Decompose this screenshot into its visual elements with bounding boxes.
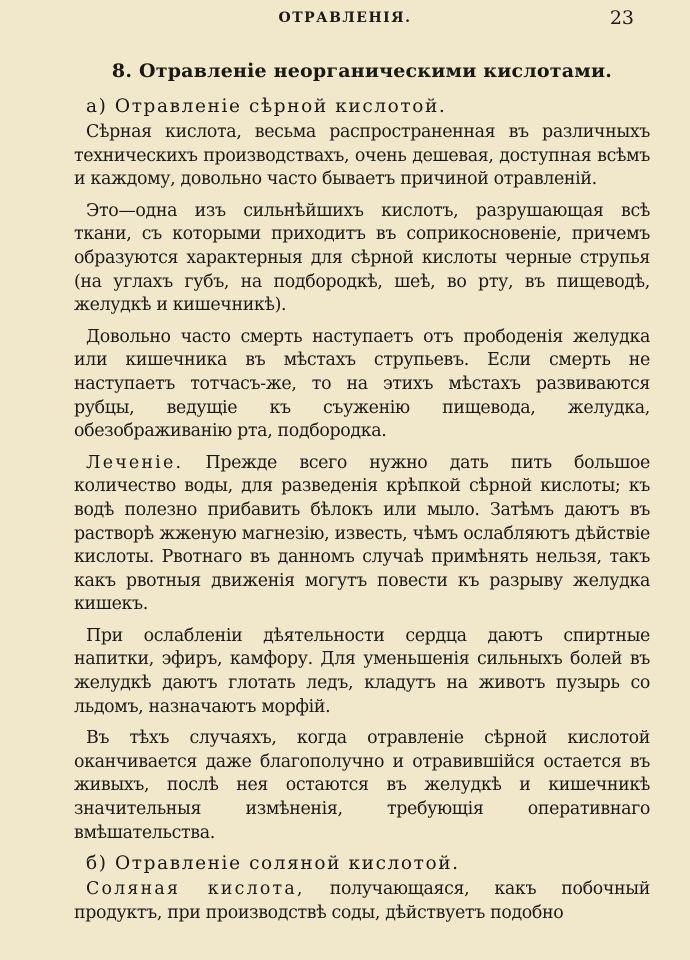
- subsection-heading-sulfuric: а) Отравленіе сѣрной кислотой.: [86, 96, 447, 117]
- subsection-heading-hydrochloric: б) Отравленіе соляной кислотой.: [86, 853, 460, 875]
- page-header: [0, 8, 690, 32]
- page-number: 23: [609, 7, 634, 29]
- paragraph-treatment: [74, 452, 650, 617]
- paragraph: При ослабленіи дѣятельности сердца даютъ спиртные напитки, эфиръ, камфору. Для уменьшенія сильныхъ болей въ желудкѣ даютъ глотать ледъ, кладутъ на животъ пузырь со льдомъ, назначаютъ морфій.: [74, 625, 650, 717]
- paragraph: Сѣрная кислота, весьма распространенная въ различныхъ техническихъ производствахъ, очень дешевая, доступная всѣмъ и каждому, довольно часто бываетъ причиной отравленій.: [74, 122, 650, 190]
- running-title: ОТРАВЛЕНІЯ.: [278, 10, 412, 26]
- paragraph: Это—одна изъ сильнѣйшихъ кислотъ, разрушающая всѣ ткани, съ которыми приходитъ въ соприкосновеніе, причемъ образуются характерныя для сѣрной кислоты черные струпья (на углахъ губъ, на подбородкѣ, шеѣ, во рту, въ пищеводѣ, желудкѣ и кишечникѣ).: [74, 200, 650, 316]
- page-content: [74, 60, 650, 933]
- paragraph-lead: Соляная кислота,: [86, 879, 305, 900]
- paragraph: Довольно часто смерть наступаетъ отъ прободенія желудка или кишечника въ мѣстахъ струпьевъ. Если смерть не наступаетъ тотчасъ-же, то на этихъ мѣстахъ развиваются рубцы, ведущіе къ съуженію пищевода, желудка, обезображиванію рта, подбородка.: [74, 326, 650, 442]
- paragraph-text: получающаяся, какъ побочный продуктъ, при производствѣ соды, дѣйствуетъ подобно: [74, 879, 650, 923]
- paragraph: Въ тѣхъ случаяхъ, когда отравленіе сѣрной кислотой оканчивается даже благополучно и отравившійся остается въ живыхъ, послѣ нея остаются въ желудкѣ и кишечникѣ значительныя измѣненія, требующія оперативнаго вмѣшательства.: [74, 728, 650, 843]
- paragraph-lead: Леченіе.: [86, 452, 184, 473]
- paragraph-text: Прежде всего нужно дать пить большое количество воды, для разведенія крѣпкой сѣрной кислоты; къ водѣ полезно прибавить бѣлокъ или мыло. Затѣмъ даютъ въ растворѣ жженую магнезію, известь, чѣмъ ослабляютъ дѣйствіе кислоты. Рвотнаго въ данномъ случаѣ примѣнять нельзя, такъ какъ рвотныя движенія могутъ повести къ разрыву желудка кишекъ.: [74, 452, 650, 615]
- section-title: 8. Отравленіе неорганическими кислотами.: [111, 60, 613, 82]
- paragraph-hydrochloric: [74, 878, 650, 925]
